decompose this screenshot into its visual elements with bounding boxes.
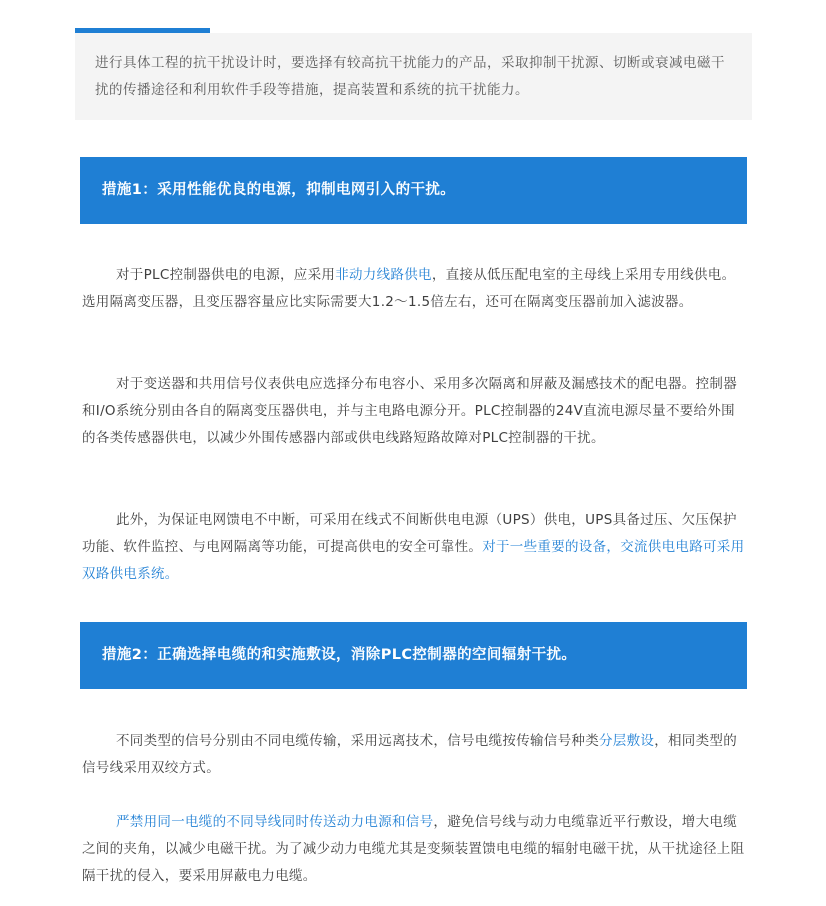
- text-run: 对于PLC控制器供电的电源，应采用: [116, 267, 336, 283]
- section2-banner: [80, 622, 747, 689]
- text-run: 此外，为保证电网馈电不中断，可采用在线式不间断供电电源（UPS）供电，UPS具备过压、欠压保护功能、软件监控、与电网隔离等功能，可提高供电的安全可靠性。: [82, 512, 737, 555]
- intro-quote-box: [75, 33, 752, 120]
- section2-paragraph-1: [82, 728, 748, 782]
- section1-label: 措施1：: [102, 182, 158, 198]
- highlight-text: 分层敷设: [599, 733, 655, 749]
- section1-title: 采用性能优良的电源，抑制电网引入的干扰。: [157, 182, 456, 198]
- text-run: 对于变送器和共用信号仪表供电应选择分布电容小、采用多次隔离和屏蔽及漏感技术的配电器。控制器和I/O系统分别由各自的隔离变压器供电，并与主电路电源分开。PLC控制器的24V直流电源尽量不要给外围的各类传感器供电，以减少外围传感器内部或供电线路短路故障对PLC控制器的干扰。: [82, 376, 737, 446]
- intro-text: 进行具体工程的抗干扰设计时，要选择有较高抗干扰能力的产品，采取抑制干扰源、切断或衰减电磁干扰的传播途径和利用软件手段等措施，提高装置和系统的抗干扰能力。: [95, 55, 725, 98]
- highlight-text: 非动力线路供电: [335, 267, 432, 283]
- section2-paragraph-2: [82, 809, 748, 890]
- text-run: ，相同类型的信号线采用双绞方式。: [82, 733, 738, 776]
- highlight-text: 对于一些重要的设备，交流供电电路可采用双路供电系统。: [82, 539, 745, 582]
- text-run: ，避免信号线与动力电缆靠近平行敷设，增大电缆之间的夹角，以减少电磁干扰。为了减少动力电缆尤其是变频装置馈电电缆的辐射电磁干扰，从干扰途径上阻隔干扰的侵入，要采用屏蔽电力电缆。: [82, 814, 745, 884]
- text-run: ，直接从低压配电室的主母线上采用专用线供电。选用隔离变压器，且变压器容量应比实际需要大1.2～1.5倍左右，还可在隔离变压器前加入滤波器。: [82, 267, 736, 310]
- section1-paragraph-1: [82, 262, 748, 316]
- section2-label: 措施2：: [102, 647, 158, 663]
- section1-paragraph-3: [82, 507, 748, 588]
- section1-paragraph-2: [82, 371, 748, 452]
- section2-title: 正确选择电缆的和实施敷设，消除PLC控制器的空间辐射干扰。: [157, 647, 577, 663]
- text-run: 不同类型的信号分别由不同电缆传输，采用远离技术，信号电缆按传输信号种类: [116, 733, 599, 749]
- highlight-text: 严禁用同一电缆的不同导线同时传送动力电源和信号: [116, 814, 434, 830]
- section1-banner: [80, 157, 747, 224]
